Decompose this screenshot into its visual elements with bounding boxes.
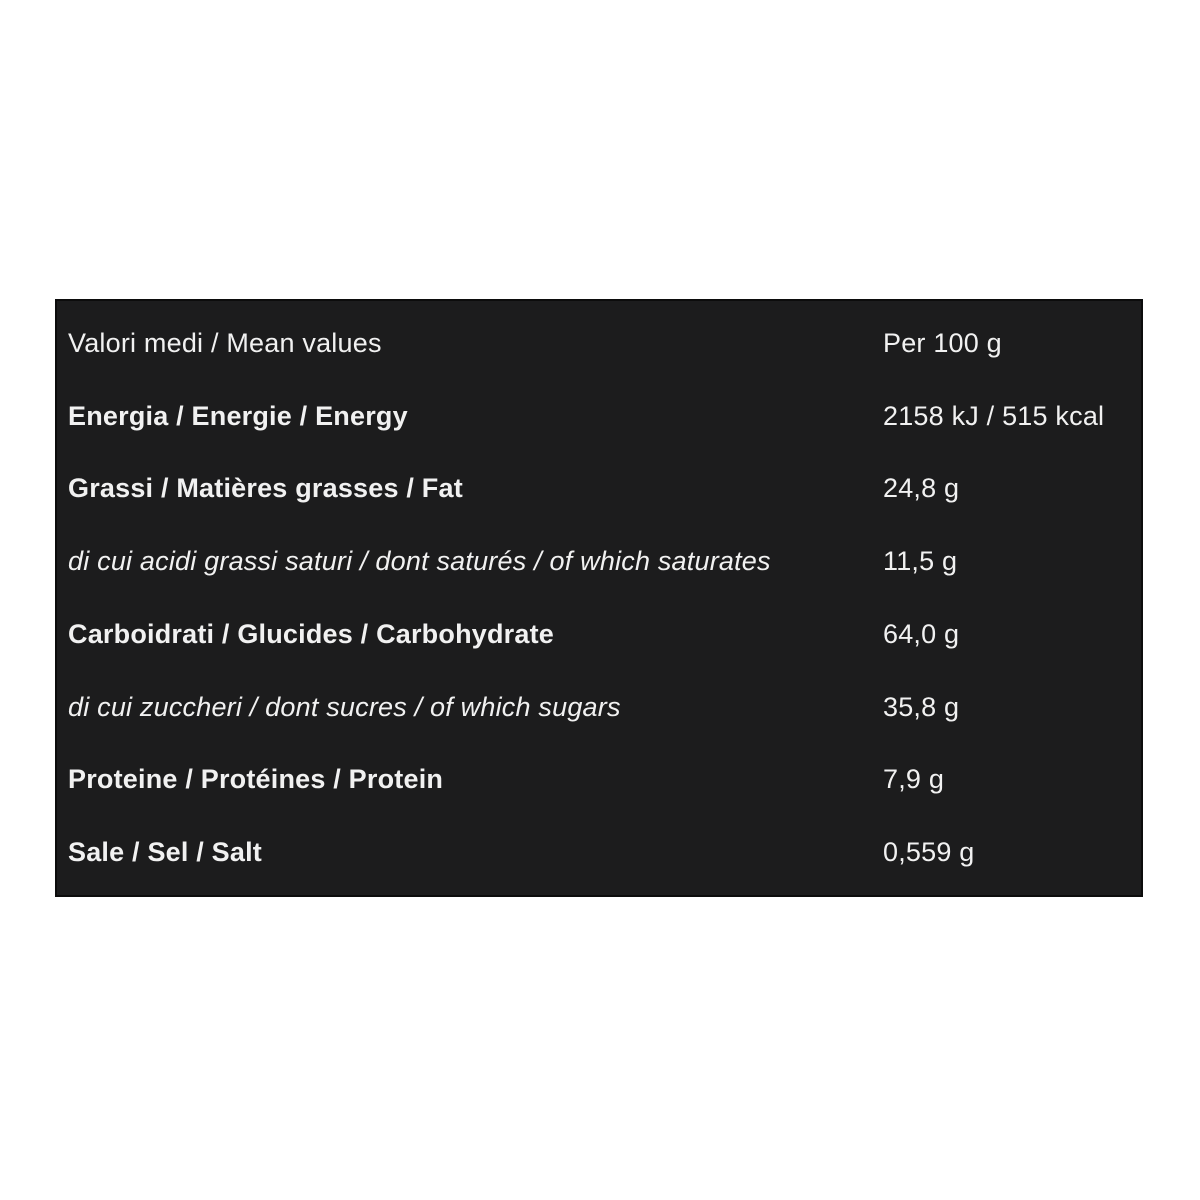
table-header-value: Per 100 g bbox=[883, 327, 1002, 358]
nutrient-label: Proteine / Protéines / Protein bbox=[68, 764, 444, 795]
nutrient-value: 2158 kJ / 515 kcal bbox=[883, 400, 1105, 431]
table-row bbox=[57, 816, 1141, 889]
nutrient-value: 64,0 g bbox=[883, 618, 960, 649]
nutrient-label: Grassi / Matières grasses / Fat bbox=[68, 473, 463, 504]
nutrition-facts-panel bbox=[55, 299, 1143, 897]
table-header-row bbox=[57, 307, 1141, 380]
nutrient-value: 11,5 g bbox=[883, 546, 958, 577]
table-row bbox=[57, 525, 1141, 598]
nutrient-label: di cui acidi grassi saturi / dont saturés / of which saturates bbox=[68, 546, 771, 577]
table-header-label: Valori medi / Mean values bbox=[68, 327, 382, 358]
nutrient-value: 0,559 g bbox=[883, 837, 975, 868]
table-row bbox=[57, 598, 1141, 671]
nutrient-label: Energia / Energie / Energy bbox=[68, 400, 408, 431]
nutrient-label: Sale / Sel / Salt bbox=[68, 837, 262, 868]
nutrient-value: 24,8 g bbox=[883, 473, 960, 504]
nutrient-label: Carboidrati / Glucides / Carbohydrate bbox=[68, 618, 555, 649]
nutrient-value: 35,8 g bbox=[883, 691, 960, 722]
table-row bbox=[57, 671, 1141, 744]
nutrient-label: di cui zuccheri / dont sucres / of which sugars bbox=[68, 691, 621, 722]
table-row bbox=[57, 380, 1141, 453]
nutrient-value: 7,9 g bbox=[883, 764, 945, 795]
table-row bbox=[57, 453, 1141, 526]
table-row bbox=[57, 744, 1141, 817]
